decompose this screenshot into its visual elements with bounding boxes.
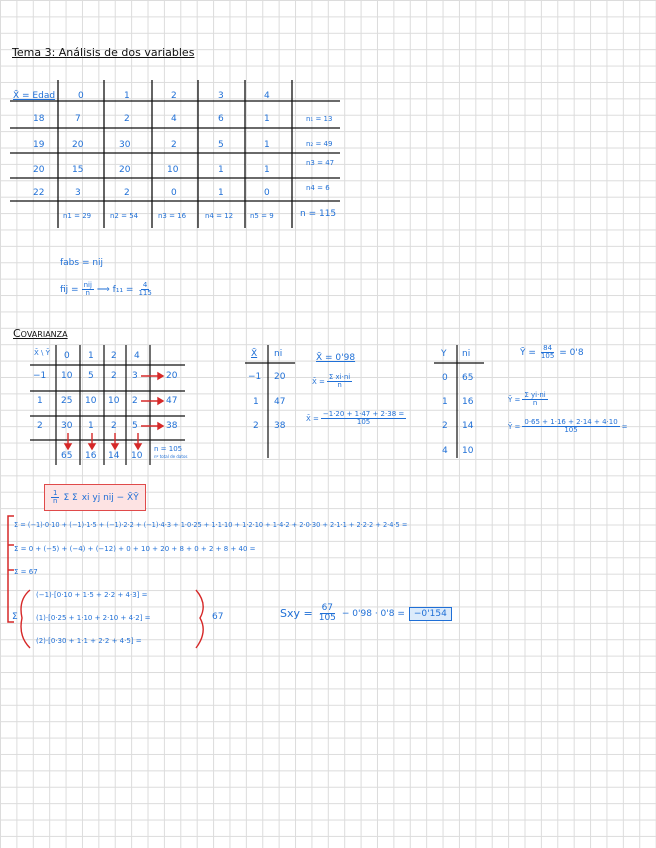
table1-col-total: n5 = 9 xyxy=(250,212,274,220)
table2-cell: 2 xyxy=(111,421,117,431)
table3-x: 2 xyxy=(253,421,259,431)
brace-prefix: Σ xyxy=(12,612,18,622)
mean-y-def-den: n xyxy=(532,399,538,407)
table2-cell: 1 xyxy=(88,421,94,431)
table2-corner: X̄ \ Ȳ xyxy=(34,349,50,357)
mean-y-calc-den: 105 xyxy=(564,426,578,434)
table1-row-ni: n4 = 6 xyxy=(306,184,330,192)
table2-cell: 3 xyxy=(132,371,138,381)
table1-cell: 7 xyxy=(75,114,81,124)
f11-den: 115 xyxy=(138,289,152,297)
sum-line-3: Σ = 67 xyxy=(14,568,38,576)
fij-num: nij xyxy=(83,281,92,289)
table1-cell: 5 xyxy=(218,140,224,150)
table1-row-x: 20 xyxy=(33,165,45,175)
table2-cell: 10 xyxy=(85,396,97,406)
table2-n-note: nº total de datos xyxy=(154,454,188,459)
table1-cell: 4 xyxy=(171,114,177,124)
mean-y-calc-eq: = xyxy=(621,422,628,431)
table1-cell: 2 xyxy=(171,140,177,150)
table2-n: n = 105 xyxy=(154,445,183,453)
table3-x: 1 xyxy=(253,397,259,407)
table1-cell: 15 xyxy=(72,165,84,175)
brace-line-2: (1)·[0·25 + 1·10 + 2·10 + 4·2] = xyxy=(36,614,151,622)
table4-y: 4 xyxy=(442,446,448,456)
sxy-lhs: Sxy = xyxy=(280,607,313,620)
table1-cell: 30 xyxy=(119,140,131,150)
table1-cell: 3 xyxy=(75,188,81,198)
table2-col-total: 65 xyxy=(61,451,73,461)
table4-h1: Y xyxy=(441,349,447,359)
table1-cell: 1 xyxy=(218,165,224,175)
table1-col-header: 4 xyxy=(264,91,270,101)
table3-x: −1 xyxy=(248,372,262,382)
table2-row-x: −1 xyxy=(33,371,47,381)
sxy-den: 105 xyxy=(318,613,336,623)
table2-col-total: 14 xyxy=(108,451,120,461)
table1-row-x: 22 xyxy=(33,188,45,198)
mean-x-def-num: Σ xi·ni xyxy=(328,373,351,381)
table1-row-ni: n₁ = 13 xyxy=(306,115,333,123)
mean-x-def-lhs: X̄ = xyxy=(312,377,325,386)
table1-cell: 2 xyxy=(124,114,130,124)
mean-x-def-den: n xyxy=(337,381,342,389)
table1-col-header: 0 xyxy=(78,91,84,101)
table1-row-x: 18 xyxy=(33,114,45,124)
table2-row-total: 20 xyxy=(166,371,178,381)
covarianza-title: Covarianza xyxy=(13,327,68,340)
table3-ni: 47 xyxy=(274,397,286,407)
table1-cell: 1 xyxy=(264,165,270,175)
cov-frac-den: n xyxy=(53,497,58,505)
table1-cell: 2 xyxy=(124,188,130,198)
table1-cell: 20 xyxy=(119,165,131,175)
table1-col-total: n3 = 16 xyxy=(158,212,187,220)
mean-y-def-lhs: Ȳ = xyxy=(508,395,521,404)
table4-ni: 16 xyxy=(462,397,474,407)
sum-line-1: Σ = (−1)·0·10 + (−1)·1·5 + (−1)·2·2 + (−1)·4·3 + 1·0·25 + 1·1·10 + 1·2·10 + 1·4·2 + 2·0·30 + 2·1·1 + 2·2·2 + 2·4·5 = xyxy=(14,521,408,529)
mean-x-calc-den: 105 xyxy=(356,418,371,426)
sxy-num: 67 xyxy=(321,603,334,613)
mean-y-res-num: 84 xyxy=(543,344,553,352)
table4-ni: 10 xyxy=(462,446,474,456)
table1-col-total: n2 = 54 xyxy=(110,212,139,220)
sxy-result: −0'154 xyxy=(409,607,452,621)
table3-h1: X̄ xyxy=(251,349,258,359)
table3-ni: 38 xyxy=(274,421,286,431)
table2-cell: 25 xyxy=(61,396,73,406)
mean-y-calc-lhs: Ȳ = xyxy=(508,422,521,431)
table2-row-total: 47 xyxy=(166,396,178,406)
table2-cell: 5 xyxy=(88,371,94,381)
brace-result: 67 xyxy=(212,612,224,622)
mean-y-res-den: 105 xyxy=(540,352,555,360)
table4-y: 1 xyxy=(442,397,448,407)
table1-col-header: 3 xyxy=(218,91,224,101)
sxy-mid: − 0'98 · 0'8 = xyxy=(341,608,405,619)
table2-row-total: 38 xyxy=(166,421,178,431)
table4-ni: 14 xyxy=(462,421,474,431)
table4-ni: 65 xyxy=(462,373,474,383)
table1-row-x: 19 xyxy=(33,140,45,150)
brace-line-3: (2)·[0·30 + 1·1 + 2·2 + 4·5] = xyxy=(36,637,142,645)
table1-corner: X̄ = Edad xyxy=(13,91,56,101)
table1-col-header: 1 xyxy=(124,91,130,101)
table1-total: n = 115 xyxy=(300,209,337,219)
brace-line-1: (−1)·[0·10 + 1·5 + 2·2 + 4·3] = xyxy=(36,591,148,599)
table2-row-x: 2 xyxy=(37,421,43,431)
table2-col-total: 16 xyxy=(85,451,97,461)
table2-cell: 5 xyxy=(132,421,138,431)
fij-den: n xyxy=(85,289,90,297)
cov-sums: Σ Σ xyxy=(63,492,78,503)
table2-row-x: 1 xyxy=(37,396,43,406)
table3-h2: ni xyxy=(274,349,283,359)
table1-cell: 0 xyxy=(264,188,270,198)
table2-col-total: 10 xyxy=(131,451,143,461)
table2-col-header: 4 xyxy=(134,351,140,361)
table2-cell: 10 xyxy=(108,396,120,406)
table2-cell: 2 xyxy=(132,396,138,406)
mean-x-calc-num: −1·20 + 1·47 + 2·38 = xyxy=(322,410,405,418)
table1-row-ni: n3 = 47 xyxy=(306,159,335,167)
f11-num: 4 xyxy=(142,281,148,289)
cov-body: xi yj nij − X̄Ȳ xyxy=(81,492,139,503)
table1-col-header: 2 xyxy=(171,91,177,101)
sxy-formula xyxy=(280,604,452,623)
table2-cell: 10 xyxy=(61,371,73,381)
table2-cell: 30 xyxy=(61,421,73,431)
table1-cell: 20 xyxy=(72,140,84,150)
mean-x-result: X̄ = 0'98 xyxy=(316,353,356,363)
mean-y-res-val: = 0'8 xyxy=(559,347,584,358)
fij-arrow: ⟹ f₁₁ = xyxy=(96,284,134,295)
table4-y: 0 xyxy=(442,373,448,383)
table4-h2: ni xyxy=(462,349,471,359)
table1-cell: 10 xyxy=(167,165,179,175)
sum-line-2: Σ = 0 + (−5) + (−4) + (−12) + 0 + 10 + 20 + 8 + 0 + 2 + 8 + 40 = xyxy=(14,545,256,553)
page-title: Tema 3: Análisis de dos variables xyxy=(12,46,195,59)
mean-y-res-lhs: Ȳ = xyxy=(520,347,536,358)
table2-col-header: 2 xyxy=(111,351,117,361)
table1-col-total: n1 = 29 xyxy=(63,212,92,220)
mean-x-calc-lhs: X̄ = xyxy=(306,414,319,423)
sxy-frac xyxy=(317,604,338,623)
table4-y: 2 xyxy=(442,421,448,431)
table1-col-total: n4 = 12 xyxy=(205,212,234,220)
table2-cell: 2 xyxy=(111,371,117,381)
table1-row-ni: n₂ = 49 xyxy=(306,140,333,148)
table3-ni: 20 xyxy=(274,372,286,382)
table2-col-header: 1 xyxy=(88,351,94,361)
mean-y-calc-num: 0·65 + 1·16 + 2·14 + 4·10 xyxy=(524,418,618,426)
fij-lhs: fij = xyxy=(60,284,79,295)
fabs-formula: fabs = nij xyxy=(60,258,104,268)
table1-cell: 1 xyxy=(264,140,270,150)
table1-cell: 0 xyxy=(171,188,177,198)
table2-col-header: 0 xyxy=(64,351,70,361)
table1-cell: 1 xyxy=(264,114,270,124)
table1-cell: 6 xyxy=(218,114,224,124)
cov-frac-num: 1 xyxy=(53,489,58,497)
mean-y-def-num: Σ yi·ni xyxy=(524,391,546,399)
table1-cell: 1 xyxy=(218,188,224,198)
